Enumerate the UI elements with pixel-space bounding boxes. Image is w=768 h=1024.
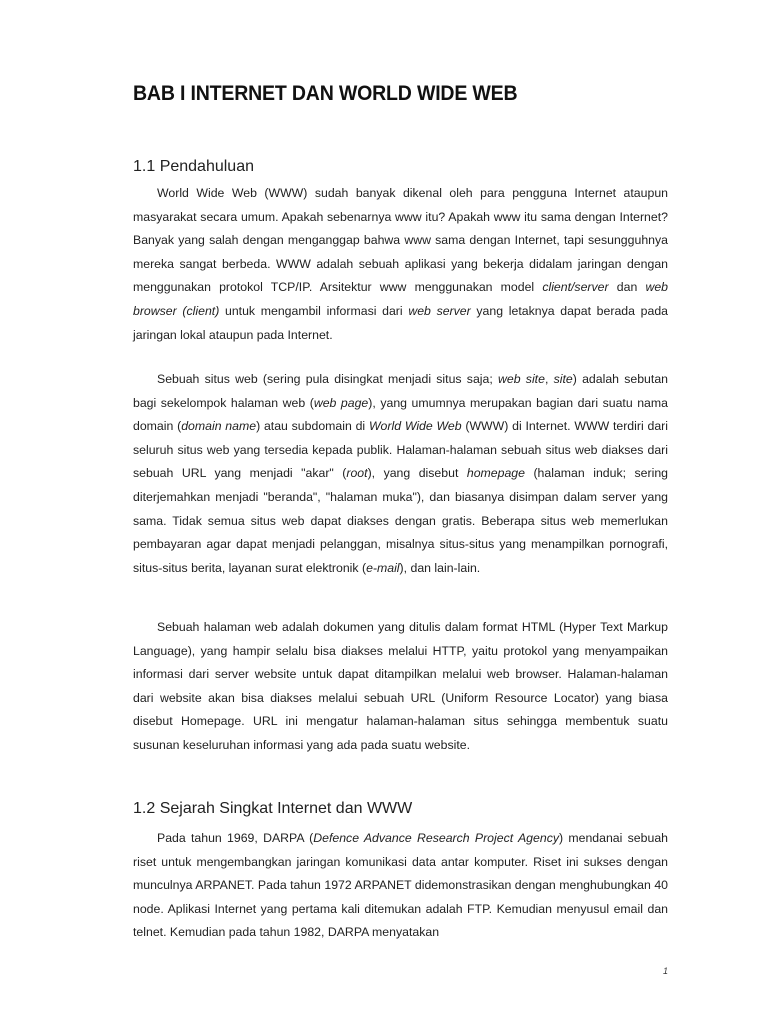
- italic-term: domain name: [181, 419, 257, 434]
- text-run: (halaman induk; sering diterjemahkan menjadi "beranda", "halaman muka"), dan biasanya disimpan dalam server yang sama. Tidak semua situs web dapat diakses dengan gratis. Beberapa situs web memerlukan pembayaran agar dapat menjadi pelanggan, misalnya situs-situs yang menampilkan pornografi, situs-situs berita, layanan surat elektronik (: [133, 466, 668, 575]
- text-run: Sebuah halaman web adalah dokumen yang ditulis dalam format HTML (Hyper Text Markup Language), yang hampir selalu bisa diakses melalui HTTP, yaitu protokol yang menyampaikan informasi dari server website untuk dapat ditampilkan melalui web browser. Halaman-halaman dari website akan bisa diakses melalui sebuah URL (Uniform Resource Locator) yang biasa disebut Homepage. URL ini mengatur halaman-halaman situs sehingga membentuk suatu susunan keseluruhan informasi yang ada pada suatu website.: [133, 620, 668, 752]
- chapter-title: BAB I INTERNET DAN WORLD WIDE WEB: [133, 82, 518, 105]
- text-run: ) atau subdomain di: [256, 419, 369, 434]
- section-title-pendahuluan: 1.1 Pendahuluan: [133, 158, 254, 175]
- text-run: (WWW) di Internet. WWW terdiri dari seluruh situs web yang tersedia kepada publik. Halaman-halaman sebuah situs web diakses dari sebuah URL yang menjadi "akar" (: [133, 419, 668, 481]
- text-run: ,: [544, 372, 554, 386]
- italic-term: homepage: [466, 466, 525, 481]
- italic-term: client/server: [542, 280, 609, 295]
- text-run: Pada tahun 1969, DARPA (: [157, 831, 314, 845]
- italic-term: site: [553, 372, 573, 386]
- italic-term: web page: [313, 395, 369, 410]
- text-run: ) adalah sebutan bagi sekelompok halaman web (: [133, 372, 668, 410]
- text-run: World Wide Web (WWW) sudah banyak dikenal oleh para pengguna Internet ataupun masyarakat secara umum. Apakah sebenarnya www itu? Apakah www itu sama dengan Internet? Banyak yang salah dengan menganggap bahwa www sama dengan Internet, tapi sesungguhnya mereka sangat berbeda. WWW adalah sebuah aplikasi yang bekerja didalam jaringan dengan menggunakan protokol TCP/IP. Arsitektur www menggunakan model: [133, 186, 668, 295]
- text-run: ) mendanai sebuah riset untuk mengembangkan jaringan komunikasi data antar komputer. Riset ini sukses dengan munculnya ARPANET. Pada tahun 1972 ARPANET didemonstrasikan dengan menghubungkan 40 node. Aplikasi Internet yang pertama kali ditemukan adalah FTP. Kemudian menyusul email dan telnet. Kemudian pada tahun 1982, DARPA menyatakan: [133, 831, 668, 940]
- section-title-sejarah: 1.2 Sejarah Singkat Internet dan WWW: [133, 800, 413, 817]
- paragraph-www-intro: [133, 182, 668, 347]
- paragraph-situs-web: [133, 368, 668, 580]
- italic-term: web browser (client): [133, 280, 668, 318]
- paragraph-sejarah: [133, 827, 668, 945]
- italic-term: World Wide Web: [368, 419, 462, 434]
- text-run: Sebuah situs web (sering pula disingkat menjadi situs saja;: [157, 372, 499, 386]
- text-run: ), yang umumnya merupakan bagian dari suatu nama domain (: [133, 395, 668, 434]
- text-run: untuk mengambil informasi dari: [219, 303, 409, 318]
- italic-term: root: [346, 466, 368, 481]
- page-number: 1: [663, 966, 669, 976]
- text-run: ), yang disebut: [367, 466, 467, 481]
- italic-term: web server: [408, 303, 471, 318]
- italic-term: Defence Advance Research Project Agency: [313, 831, 559, 845]
- text-run: dan: [608, 280, 646, 295]
- italic-term: web site: [498, 372, 545, 386]
- paragraph-halaman-web: [133, 616, 668, 758]
- text-run: yang letaknya dapat berada pada jaringan lokal ataupun pada Internet.: [133, 303, 669, 342]
- italic-term: e-mail: [366, 560, 400, 575]
- text-run: ), dan lain-lain.: [399, 560, 481, 575]
